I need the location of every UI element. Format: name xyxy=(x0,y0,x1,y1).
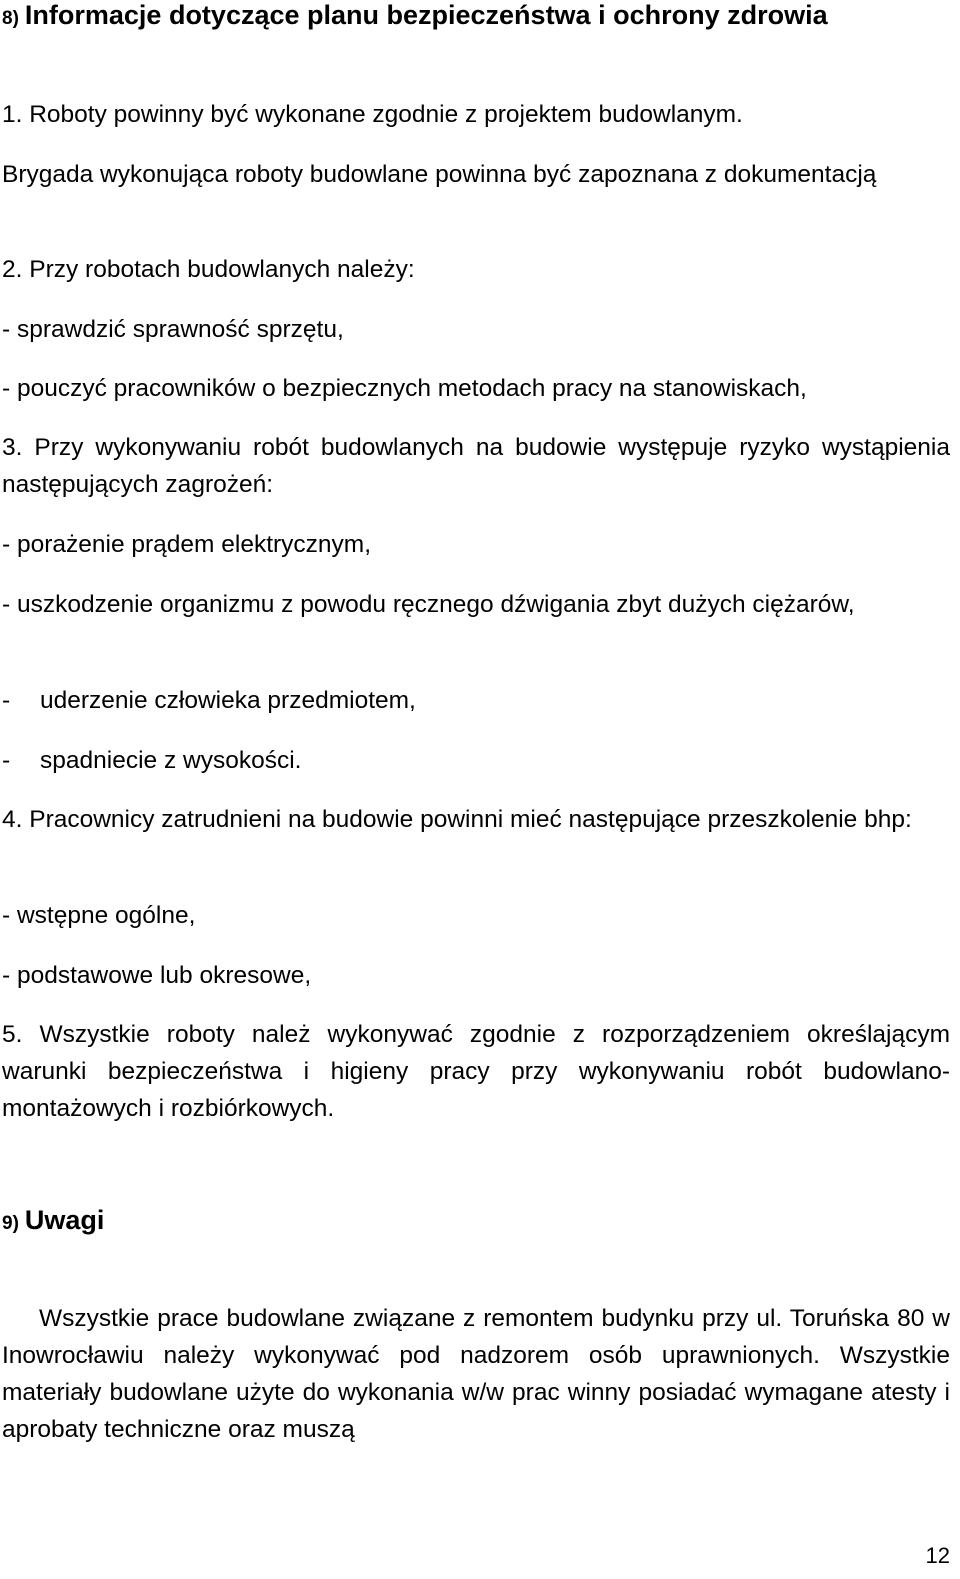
paragraph-1: 1. Roboty powinny być wykonane zgodnie z projektem budowlanym. xyxy=(2,101,743,128)
list-item-porazenie: - porażenie prądem elektrycznym, xyxy=(2,531,372,558)
list-item-uderzenie-text: uderzenie człowieka przedmiotem, xyxy=(40,687,416,714)
list-dash: - xyxy=(2,747,11,774)
page-number: 12 xyxy=(925,1543,950,1568)
list-item-uszkodzenie: - uszkodzenie organizmu z powodu ręcznego dźwigania zbyt dużych ciężarów, xyxy=(2,591,855,618)
section-8-number: 8) xyxy=(2,8,19,29)
paragraph-uwagi: Wszystkie prace budowlane związane z remontem budynku przy ul. Toruńska 80 w Inowrocławiu należy wykonywać pod nadzorem osób uprawnionych. Wszystkie materiały budowlane użyte do wykonania w/w prac winny posiadać wymagane atesty i aprobaty techniczne oraz muszą xyxy=(2,1305,950,1443)
paragraph-5: 5. Wszystkie roboty należ wykonywać zgodnie z rozporządzeniem określającym warunki bezpieczeństwa i higieny pracy przy wykonywaniu robót budowlano-montażowych i rozbiórkowych. xyxy=(2,1021,950,1122)
list-item-wstepne: - wstępne ogólne, xyxy=(2,902,196,929)
section-9-title: Uwagi xyxy=(24,1205,105,1235)
section-8-title: Informacje dotyczące planu bezpieczeństwa i ochrony zdrowia xyxy=(24,0,828,30)
section-9-number: 9) xyxy=(2,1213,19,1234)
list-item-spadniecie-text: spadniecie z wysokości. xyxy=(40,747,302,774)
paragraph-4: 4. Pracownicy zatrudnieni na budowie powinni mieć następujące przeszkolenie bhp: xyxy=(2,806,912,833)
list-dash: - xyxy=(2,687,11,714)
list-item-podstawowe: - podstawowe lub okresowe, xyxy=(2,962,312,989)
list-item-uderzenie xyxy=(2,682,416,719)
paragraph-2: Brygada wykonująca roboty budowlane powinna być zapoznana z dokumentacją xyxy=(2,161,877,188)
section-9-heading xyxy=(2,1205,104,1236)
paragraph-3: 2. Przy robotach budowlanych należy: xyxy=(2,256,415,283)
list-item-spadniecie xyxy=(2,742,301,779)
list-item-sprawdzic: - sprawdzić sprawność sprzętu, xyxy=(2,316,344,343)
paragraph-3-risk: 3. Przy wykonywaniu robót budowlanych na budowie występuje ryzyko wystąpienia następujących zagrożeń: xyxy=(2,434,950,498)
list-item-pouczyc: - pouczyć pracowników o bezpiecznych metodach pracy na stanowiskach, xyxy=(2,375,807,402)
section-8-heading xyxy=(2,0,828,31)
